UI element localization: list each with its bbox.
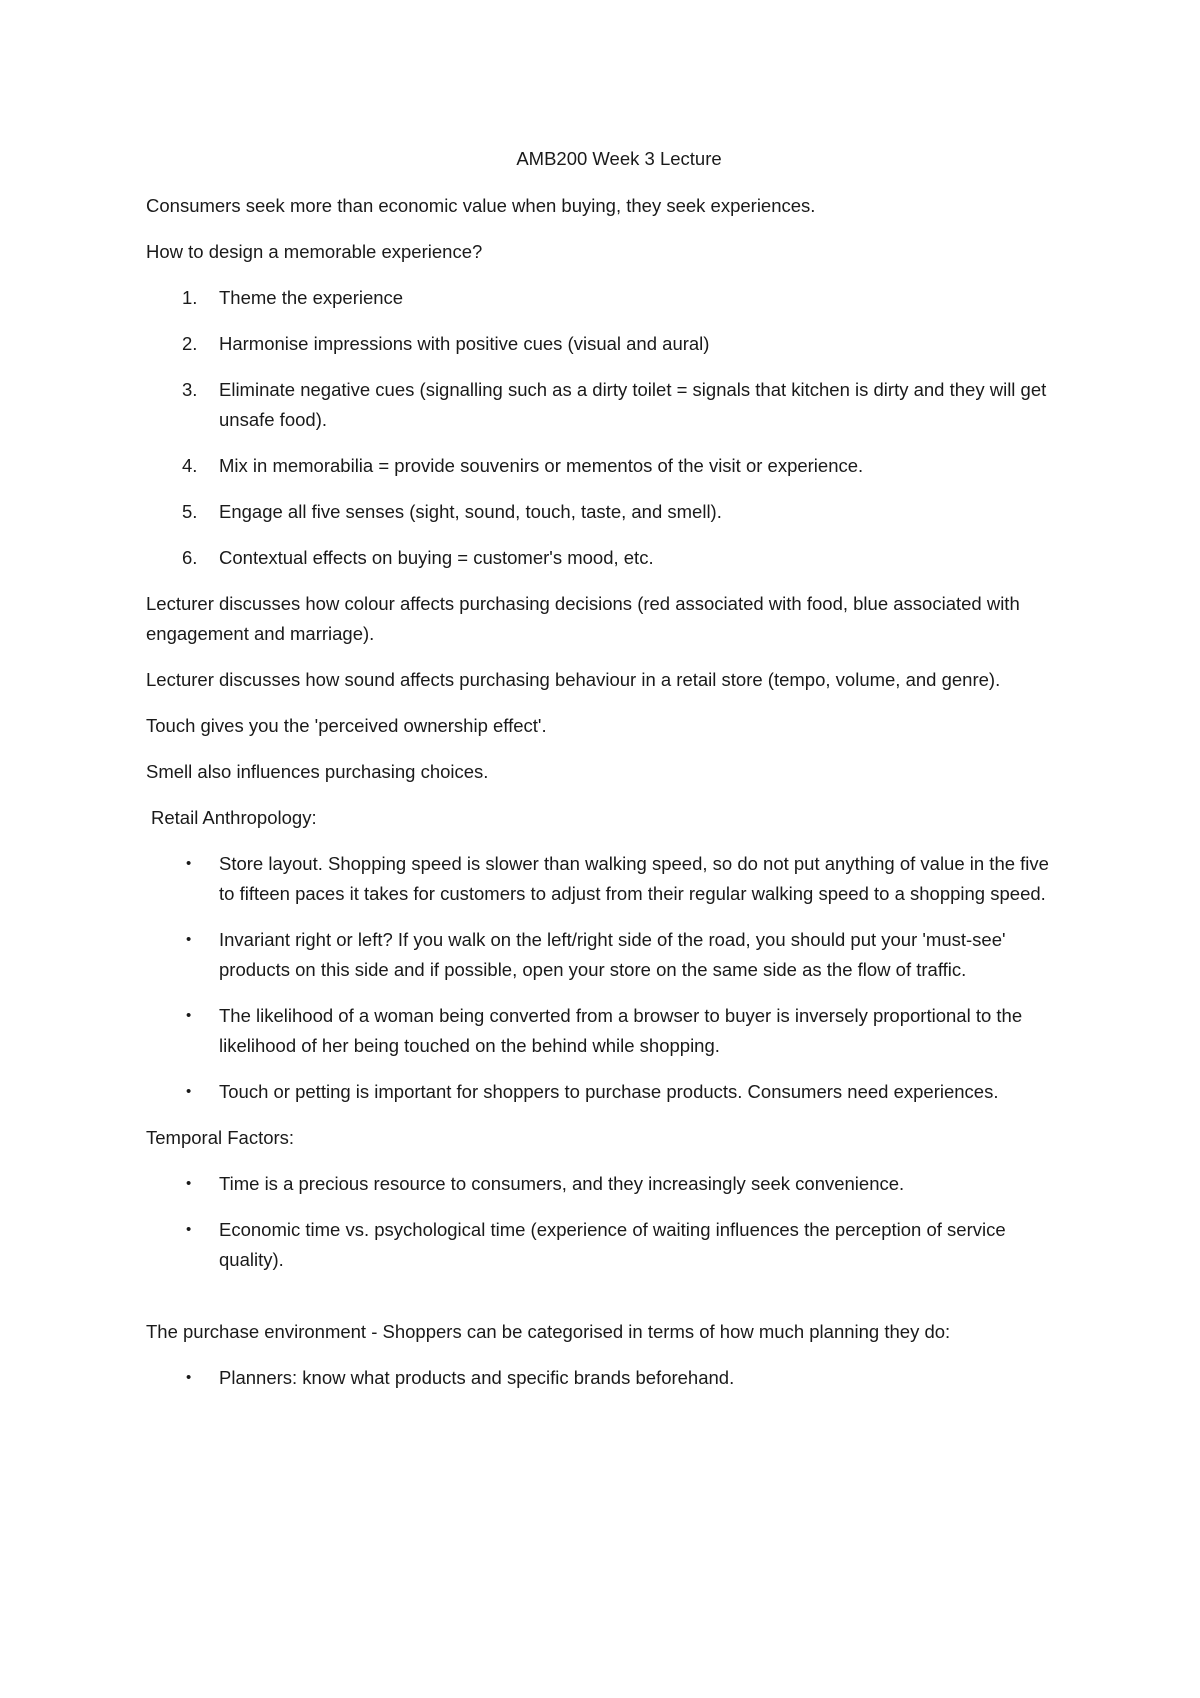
bullet-icon: •	[186, 1007, 192, 1024]
list-item-text: Touch or petting is important for shoppers to purchase products. Consumers need experiences.	[219, 1081, 999, 1102]
list-item	[146, 1363, 1066, 1393]
purchase-environment-paragraph: The purchase environment - Shoppers can be categorised in terms of how much planning they do:	[146, 1321, 951, 1342]
list-item-text: Economic time vs. psychological time (experience of waiting influences the perception of service quality).	[219, 1219, 1006, 1270]
retail-anthropology-heading: Retail Anthropology:	[151, 807, 317, 828]
list-item-text: Contextual effects on buying = customer's mood, etc.	[219, 547, 654, 568]
list-item-text: Eliminate negative cues (signalling such as a dirty toilet = signals that kitchen is dirty and they will get unsafe food).	[219, 379, 1047, 430]
list-number: 2.	[182, 333, 198, 354]
list-item	[146, 329, 1066, 359]
temporal-factors-list	[146, 1169, 1066, 1275]
smell-paragraph: Smell also influences purchasing choices.	[146, 761, 489, 782]
list-item-text: The likelihood of a woman being converted from a browser to buyer is inversely proportional to the likelihood of her being touched on the behind while shopping.	[219, 1005, 1023, 1056]
list-item	[146, 543, 1066, 573]
touch-paragraph: Touch gives you the 'perceived ownership effect'.	[146, 715, 547, 736]
list-item	[146, 925, 1066, 985]
purchase-environment-list	[146, 1363, 1066, 1393]
bullet-icon: •	[186, 1083, 192, 1100]
list-number: 1.	[182, 287, 198, 308]
list-item-text: Invariant right or left? If you walk on the left/right side of the road, you should put your 'must-see' products on this side and if possible, open your store on the same side as the flow of traffic.	[219, 929, 1006, 980]
bullet-icon: •	[186, 1175, 192, 1192]
bullet-icon: •	[186, 855, 192, 872]
list-item	[146, 1215, 1066, 1275]
design-steps-list	[146, 283, 1066, 573]
bullet-icon: •	[186, 931, 192, 948]
list-item-text: Mix in memorabilia = provide souvenirs or mementos of the visit or experience.	[219, 455, 864, 476]
document-page	[146, 144, 1066, 1409]
list-item	[146, 451, 1066, 481]
list-number: 6.	[182, 547, 198, 568]
list-item	[146, 849, 1066, 909]
bullet-icon: •	[186, 1221, 192, 1238]
list-item-text: Planners: know what products and specific brands beforehand.	[219, 1367, 735, 1388]
list-item-text: Engage all five senses (sight, sound, touch, taste, and smell).	[219, 501, 722, 522]
list-item	[146, 1001, 1066, 1061]
temporal-factors-heading: Temporal Factors:	[146, 1127, 295, 1148]
list-number: 3.	[182, 379, 198, 400]
list-item-text: Store layout. Shopping speed is slower than walking speed, so do not put anything of value in the five to fifteen paces it takes for customers to adjust from their regular walking speed to a shopping speed.	[219, 853, 1049, 904]
blank-line	[146, 1291, 1066, 1317]
list-number: 5.	[182, 501, 198, 522]
list-item-text: Time is a precious resource to consumers, and they increasingly seek convenience.	[219, 1173, 905, 1194]
document-title: AMB200 Week 3 Lecture	[516, 148, 722, 169]
design-question: How to design a memorable experience?	[146, 241, 483, 262]
list-item	[146, 1077, 1066, 1107]
list-item	[146, 375, 1066, 435]
sound-paragraph: Lecturer discusses how sound affects purchasing behaviour in a retail store (tempo, volume, and genre).	[146, 669, 1001, 690]
retail-anthropology-list	[146, 849, 1066, 1107]
colour-paragraph: Lecturer discusses how colour affects purchasing decisions (red associated with food, blue associated with engagement and marriage).	[146, 593, 1020, 644]
bullet-icon: •	[186, 1369, 192, 1386]
list-item	[146, 1169, 1066, 1199]
list-item	[146, 283, 1066, 313]
list-number: 4.	[182, 455, 198, 476]
list-item	[146, 497, 1066, 527]
list-item-text: Theme the experience	[219, 287, 404, 308]
intro-paragraph: Consumers seek more than economic value when buying, they seek experiences.	[146, 195, 816, 216]
list-item-text: Harmonise impressions with positive cues (visual and aural)	[219, 333, 710, 354]
